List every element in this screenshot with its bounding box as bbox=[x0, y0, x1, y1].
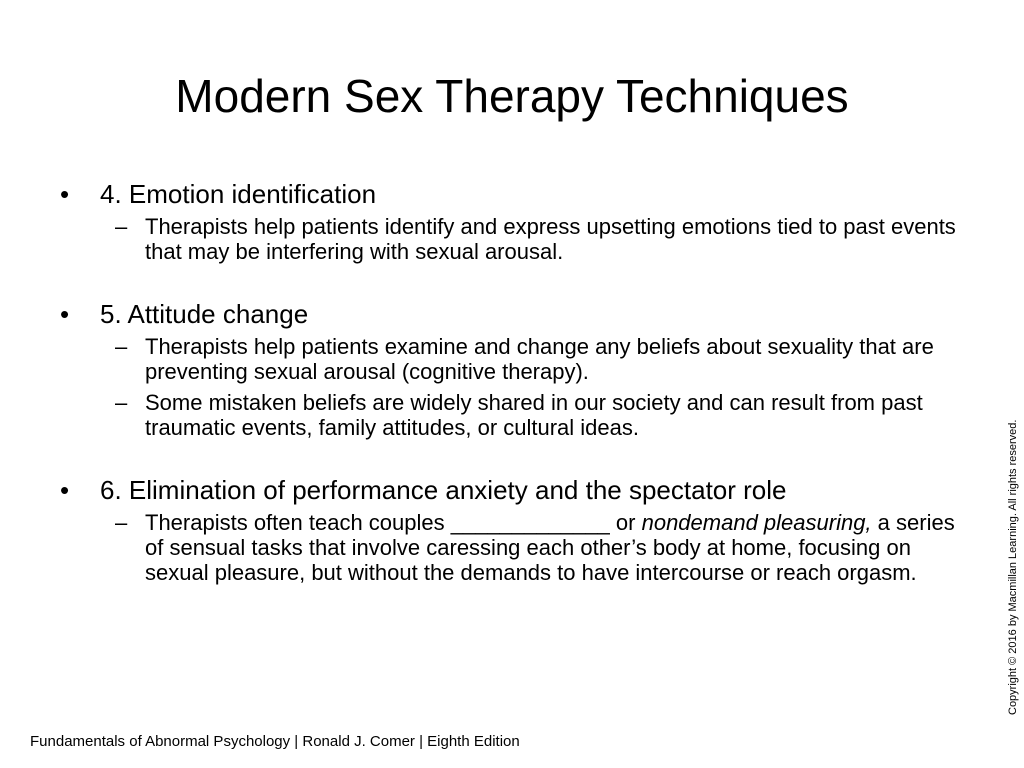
sub-list bbox=[60, 510, 960, 585]
dash-icon: – bbox=[115, 390, 128, 415]
sub-item bbox=[60, 510, 960, 585]
bullet-icon: • bbox=[60, 299, 70, 329]
dash-icon: – bbox=[115, 214, 128, 239]
sub-list bbox=[60, 214, 960, 264]
sub-text: Therapists help patients examine and change any beliefs about sexuality that are preventing sexual arousal (cognitive therapy). bbox=[145, 334, 934, 384]
bullet-group-emotion-identification bbox=[60, 178, 960, 264]
sub-item bbox=[60, 214, 960, 264]
sub-list bbox=[60, 334, 960, 440]
sub-text: Some mistaken beliefs are widely shared in our society and can result from past traumatic events, family attitudes, or cultural ideas. bbox=[145, 390, 923, 440]
bullet-item bbox=[60, 178, 960, 210]
bullet-item bbox=[60, 474, 960, 506]
footer-citation: Fundamentals of Abnormal Psychology | Ronald J. Comer | Eighth Edition bbox=[30, 733, 520, 750]
bullet-group-attitude-change bbox=[60, 298, 960, 440]
sub-text-after: a series of sensual tasks that involve caressing each other’s body at home, focusing on sexual pleasure, but without the demands to have intercourse or reach orgasm. bbox=[145, 510, 955, 585]
bullet-text: 5. Attitude change bbox=[100, 299, 309, 329]
sub-item bbox=[60, 390, 960, 440]
dash-icon: – bbox=[115, 510, 128, 535]
slide-content bbox=[60, 178, 960, 619]
bullet-icon: • bbox=[60, 475, 70, 505]
bullet-icon: • bbox=[60, 179, 70, 209]
dash-icon: – bbox=[115, 334, 128, 359]
bullet-text: 4. Emotion identification bbox=[100, 179, 377, 209]
bullet-item bbox=[60, 298, 960, 330]
sub-text-before: Therapists often teach couples _____________ or bbox=[145, 510, 642, 535]
bullet-text: 6. Elimination of performance anxiety and the spectator role bbox=[100, 475, 787, 505]
sub-text: Therapists help patients identify and express upsetting emotions tied to past events that may be interfering with sexual arousal. bbox=[145, 214, 956, 264]
copyright-notice: Copyright © 2016 by Macmillan Learning. All rights reserved. bbox=[1007, 419, 1019, 715]
sub-text-italic: nondemand pleasuring, bbox=[641, 510, 872, 535]
sub-item bbox=[60, 334, 960, 384]
slide-title: Modern Sex Therapy Techniques bbox=[175, 70, 849, 122]
bullet-group-performance-anxiety bbox=[60, 474, 960, 585]
